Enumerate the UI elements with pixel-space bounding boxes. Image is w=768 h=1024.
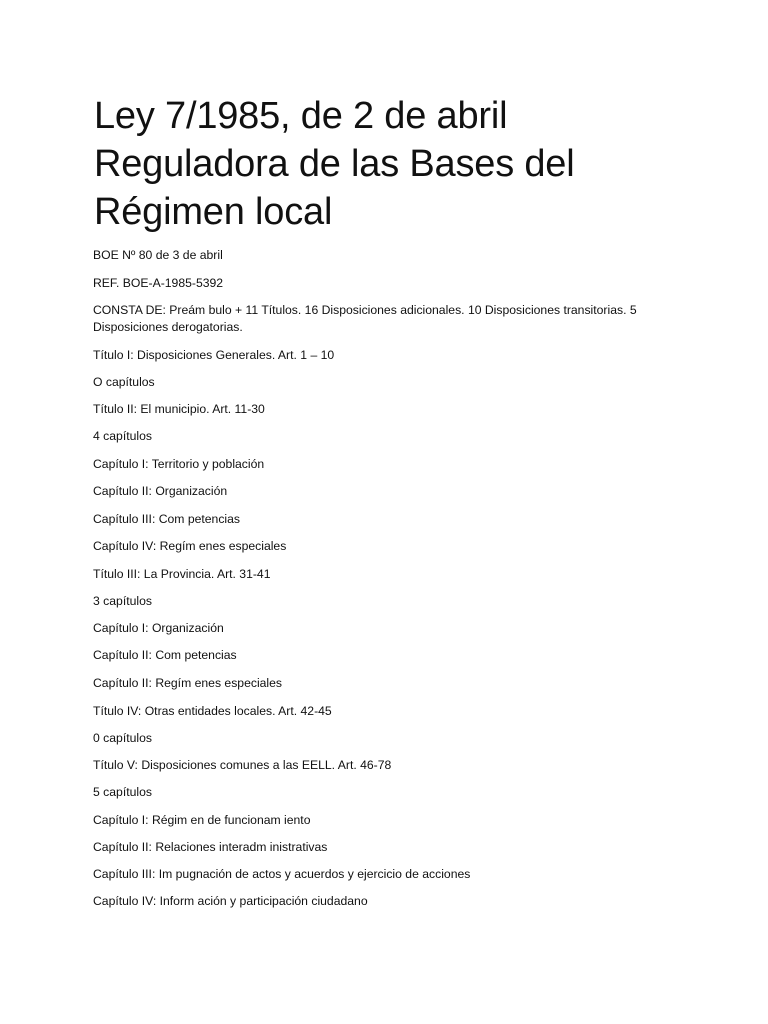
title-v: Título V: Disposiciones comunes a las EELL. Art. 46-78 — [93, 758, 392, 772]
chapter-item: Capítulo I: Régim en de funcionam iento — [93, 813, 311, 827]
chapter-item: Capítulo II: Regím enes especiales — [93, 676, 283, 690]
title-i: Título I: Disposiciones Generales. Art. 1 – 10 — [93, 348, 335, 362]
chapter-item: Capítulo I: Territorio y población — [93, 457, 265, 471]
chapter-item: Capítulo II: Relaciones interadm inistrativas — [93, 840, 328, 854]
chapter-item: Capítulo IV: Inform ación y participación ciudadano — [93, 894, 368, 908]
boe-reference: BOE Nº 80 de 3 de abril — [93, 248, 223, 262]
chapter-item: Capítulo I: Organización — [93, 621, 224, 635]
chapter-count: 4 capítulos — [93, 429, 152, 443]
title-line: Reguladora de las Bases del — [94, 143, 575, 185]
chapter-item: Capítulo II: Organización — [93, 484, 228, 498]
contents-summary: CONSTA DE: Preám bulo + 11 Títulos. 16 Disposiciones adicionales. 10 Disposiciones transitorias. 5 Disposiciones derogatorias. — [93, 303, 637, 334]
title-iv: Título IV: Otras entidades locales. Art. 42-45 — [93, 704, 332, 718]
chapter-item: Capítulo III: Com petencias — [93, 512, 240, 526]
chapter-count: O capítulos — [93, 375, 155, 389]
document-title — [94, 92, 714, 236]
chapter-item: Capítulo II: Com petencias — [93, 648, 237, 662]
title-ii: Título II: El municipio. Art. 11-30 — [93, 402, 265, 416]
title-iii: Título III: La Provincia. Art. 31-41 — [93, 567, 271, 581]
ref-code: REF. BOE-A-1985-5392 — [93, 276, 224, 290]
chapter-count: 0 capítulos — [93, 731, 152, 745]
chapter-count: 5 capítulos — [93, 785, 152, 799]
title-line: Régimen local — [94, 191, 333, 233]
chapter-item: Capítulo IV: Regím enes especiales — [93, 539, 287, 553]
chapter-item: Capítulo III: Im pugnación de actos y acuerdos y ejercicio de acciones — [93, 867, 471, 881]
title-line: Ley 7/1985, de 2 de abril — [94, 95, 508, 137]
chapter-count: 3 capítulos — [93, 594, 152, 608]
